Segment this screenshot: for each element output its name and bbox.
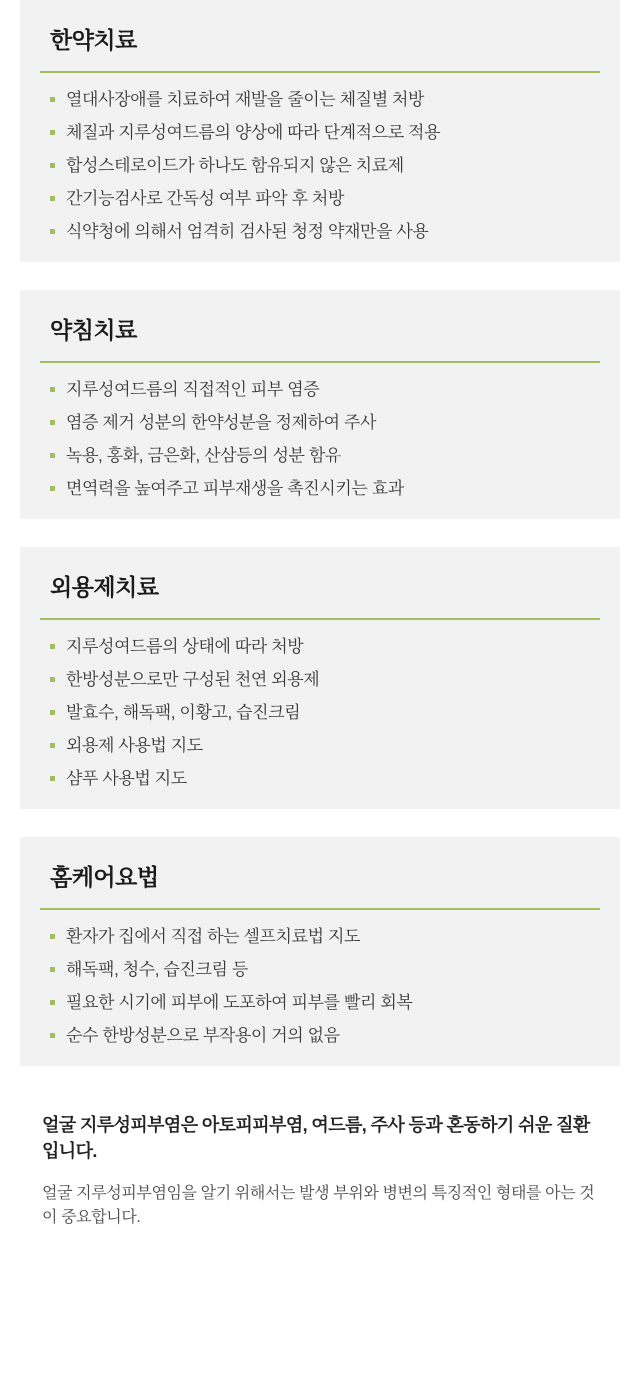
- list-item-label: 해독팩, 청수, 습진크림 등: [66, 960, 248, 979]
- card-title: 한약치료: [50, 27, 137, 53]
- square-bullet-icon: [50, 387, 55, 392]
- card-title: 외용제치료: [50, 574, 159, 600]
- list-item: [50, 770, 590, 787]
- list-item: [50, 480, 590, 497]
- list-item-label: 순수 한방성분으로 부작용이 거의 없음: [66, 1026, 340, 1045]
- square-bullet-icon: [50, 776, 55, 781]
- square-bullet-icon: [50, 229, 55, 234]
- title-divider: [40, 618, 600, 620]
- list-item-label: 합성스테로이드가 하나도 함유되지 않은 치료제: [66, 156, 404, 175]
- square-bullet-icon: [50, 743, 55, 748]
- treatment-card-herbal-medicine: [20, 0, 620, 262]
- list-item: [50, 961, 590, 978]
- list-item: [50, 671, 590, 688]
- title-divider: [40, 71, 600, 73]
- list-item-label: 염증 제거 성분의 한약성분을 정제하여 주사: [66, 413, 377, 432]
- treatment-card-topical-agent: [20, 547, 620, 809]
- list-item-label: 필요한 시기에 피부에 도포하여 피부를 빨리 회복: [66, 993, 413, 1012]
- square-bullet-icon: [50, 420, 55, 425]
- footer-body-text: 얼굴 지루성피부염임을 알기 위해서는 발생 부위와 병변의 특징적인 형태를 아는 것이 중요합니다.: [42, 1185, 595, 1227]
- card-title: 약침치료: [50, 317, 137, 343]
- square-bullet-icon: [50, 453, 55, 458]
- square-bullet-icon: [50, 934, 55, 939]
- list-item: [50, 704, 590, 721]
- square-bullet-icon: [50, 644, 55, 649]
- square-bullet-icon: [50, 97, 55, 102]
- footer-text-block: [20, 1094, 620, 1254]
- square-bullet-icon: [50, 1033, 55, 1038]
- list-item: [50, 994, 590, 1011]
- square-bullet-icon: [50, 677, 55, 682]
- treatment-card-home-care: [20, 837, 620, 1066]
- list-item-label: 외용제 사용법 지도: [66, 736, 203, 755]
- footer-lead-text: 얼굴 지루성피부염은 아토피피부염, 여드름, 주사 등과 혼동하기 쉬운 질환입니다.: [42, 1115, 590, 1162]
- list-item-label: 지루성여드름의 직접적인 피부 염증: [66, 380, 320, 399]
- list-item-label: 환자가 집에서 직접 하는 셀프치료법 지도: [66, 927, 360, 946]
- title-divider: [40, 908, 600, 910]
- list-item: [50, 223, 590, 240]
- list-item-label: 면역력을 높여주고 피부재생을 촉진시키는 효과: [66, 479, 404, 498]
- square-bullet-icon: [50, 967, 55, 972]
- card-bullet-list: [20, 918, 620, 1044]
- list-item: [50, 190, 590, 207]
- square-bullet-icon: [50, 1000, 55, 1005]
- list-item: [50, 414, 590, 431]
- list-item-label: 체질과 지루성여드름의 양상에 따라 단계적으로 적용: [66, 123, 441, 142]
- square-bullet-icon: [50, 486, 55, 491]
- card-bullet-list: [20, 81, 620, 240]
- list-item-label: 샴푸 사용법 지도: [66, 769, 187, 788]
- list-item-label: 지루성여드름의 상태에 따라 처방: [66, 637, 304, 656]
- card-bullet-list: [20, 371, 620, 497]
- list-item-label: 녹용, 홍화, 금은화, 산삼등의 성분 함유: [66, 446, 341, 465]
- list-item: [50, 737, 590, 754]
- square-bullet-icon: [50, 710, 55, 715]
- square-bullet-icon: [50, 196, 55, 201]
- list-item-label: 한방성분으로만 구성된 천연 외용제: [66, 670, 320, 689]
- card-title: 홈케어요법: [50, 864, 159, 890]
- list-item: [50, 928, 590, 945]
- list-item: [50, 157, 590, 174]
- list-item: [50, 124, 590, 141]
- title-divider: [40, 361, 600, 363]
- list-item: [50, 381, 590, 398]
- treatment-card-pharmacopuncture: [20, 290, 620, 519]
- card-bullet-list: [20, 628, 620, 787]
- list-item: [50, 1027, 590, 1044]
- list-item-label: 식약청에 의해서 엄격히 검사된 청정 약재만을 사용: [66, 222, 429, 241]
- list-item: [50, 91, 590, 108]
- list-item: [50, 638, 590, 655]
- list-item: [50, 447, 590, 464]
- list-item-label: 간기능검사로 간독성 여부 파악 후 처방: [66, 189, 344, 208]
- list-item-label: 발효수, 해독팩, 이황고, 습진크림: [66, 703, 301, 722]
- square-bullet-icon: [50, 163, 55, 168]
- square-bullet-icon: [50, 130, 55, 135]
- list-item-label: 열대사장애를 치료하여 재발을 줄이는 체질별 처방: [66, 90, 425, 109]
